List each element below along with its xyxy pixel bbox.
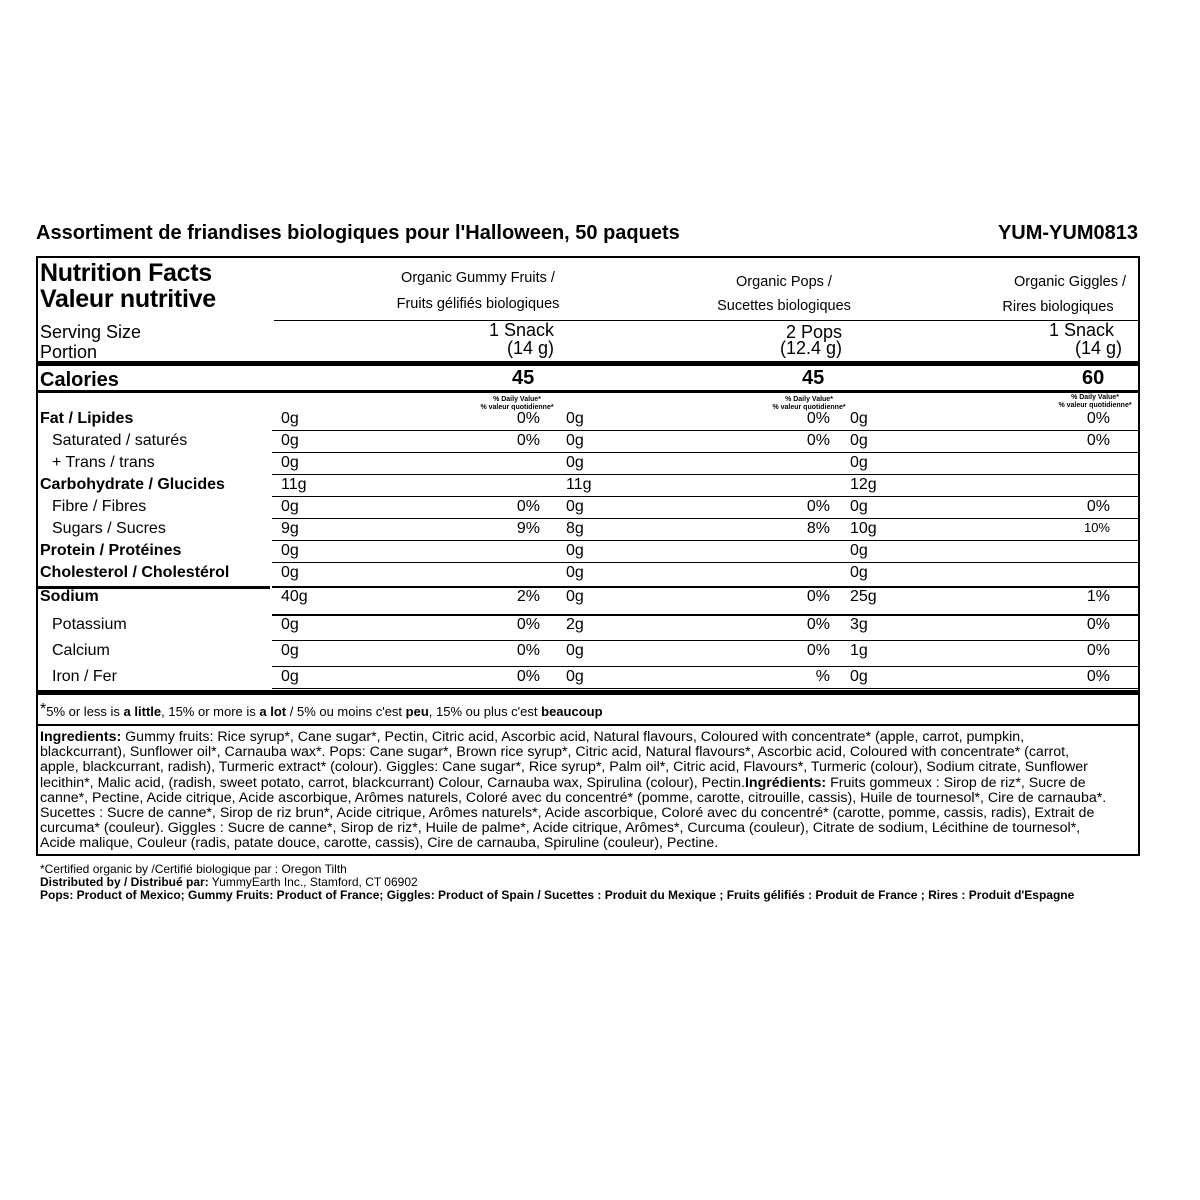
nutrient-daily-value: 0% bbox=[1086, 498, 1110, 515]
nutrient-amount: 0g bbox=[566, 432, 584, 449]
nutrient-label: Fibre / Fibres bbox=[52, 498, 147, 515]
product-3-name-en: Organic Giggles / bbox=[1013, 274, 1127, 290]
nutrient-daily-value: 0% bbox=[516, 668, 540, 685]
nutrient-daily-value: 0% bbox=[806, 432, 830, 449]
nutrient-daily-value: 0% bbox=[516, 642, 540, 659]
nutrient-daily-value: 0% bbox=[1086, 642, 1110, 659]
nutrient-amount: 9g bbox=[281, 520, 299, 537]
nutrient-amount: 0g bbox=[281, 564, 299, 581]
product-3-calories: 60 bbox=[1082, 367, 1105, 389]
nutrient-amount: 0g bbox=[281, 642, 299, 659]
nutrition-facts-title: Nutrition Facts bbox=[40, 259, 212, 287]
product-1-serving-grams: (14 g) bbox=[506, 338, 554, 358]
nutrient-amount: 0g bbox=[281, 668, 299, 685]
nutrient-daily-value: 0% bbox=[806, 498, 830, 515]
nutrient-amount: 0g bbox=[281, 410, 299, 427]
nutrient-daily-value: 9% bbox=[516, 520, 540, 537]
nutrient-daily-value: 0% bbox=[516, 616, 540, 633]
daily-value-header-2: % Daily Value* % valeur quotidienne* bbox=[772, 396, 846, 411]
product-1-calories: 45 bbox=[512, 367, 535, 389]
nutrient-daily-value: 0% bbox=[1086, 616, 1110, 633]
product-1-serving: 1 Snack bbox=[488, 320, 554, 340]
nutrient-amount: 0g bbox=[850, 564, 868, 581]
product-3-serving-grams: (14 g) bbox=[1074, 338, 1122, 358]
product-2-calories: 45 bbox=[802, 367, 825, 389]
nutrient-amount: 3g bbox=[850, 616, 868, 633]
nutrient-daily-value: 0% bbox=[516, 498, 540, 515]
nutrient-daily-value: 0% bbox=[806, 588, 830, 605]
nutrient-amount: 0g bbox=[566, 668, 584, 685]
nutrient-amount: 0g bbox=[850, 498, 868, 515]
nutrient-daily-value: 0% bbox=[806, 642, 830, 659]
nutrient-label: Sodium bbox=[40, 588, 99, 605]
nutrient-amount: 0g bbox=[850, 410, 868, 427]
nutrient-amount: 0g bbox=[566, 454, 584, 471]
valeur-nutritive-title: Valeur nutritive bbox=[40, 285, 216, 313]
daily-value-header-1: % Daily Value* % valeur quotidienne* bbox=[480, 396, 554, 411]
nutrient-daily-value: 0% bbox=[806, 410, 830, 427]
product-title: Assortiment de friandises biologiques pour l'Halloween, 50 paquets bbox=[36, 222, 680, 244]
nutrient-amount: 11g bbox=[566, 476, 592, 493]
nutrient-daily-value: 0% bbox=[516, 410, 540, 427]
nutrient-label: Iron / Fer bbox=[52, 668, 117, 685]
nutrient-daily-value: 0% bbox=[516, 432, 540, 449]
product-3-serving: 1 Snack bbox=[1048, 320, 1114, 340]
nutrient-daily-value: 0% bbox=[1086, 410, 1110, 427]
daily-value-footnote: *5% or less is a little, 15% or more is a lot / 5% ou moins c'est peu, 15% ou plus c'est beaucoup bbox=[40, 701, 603, 719]
nutrient-amount: 0g bbox=[566, 642, 584, 659]
product-3-name-fr: Rires biologiques bbox=[1002, 299, 1114, 315]
ingredients-list: Ingredients: Gummy fruits: Rice syrup*, Cane sugar*, Pectin, Citric acid, Ascorbic acid, Natural flavours, Coloured with concentrate* (apple, carrot, pumpkin, blackcurrant), Sunflower oil*, Carnauba wax*. Pops: Cane sugar*, Brown rice syrup*, Citric acid, Natural flavours*, Ascorbic acid, Coloured with concentrate* (carrot, apple, blackcurrant, radish), Turmeric extract* (colour). Giggles: Cane sugar*, Rice syrup*, Palm oil*, Citric acid, Flavours*, Turmeric (colour), Sodium citrate, Sunflower lecithin*, Malic acid, (radish, sweet potato, carrot, blackcurrant) Colour, Carnauba wax, Spirulina (colour), Pectin.Ingrédients: Fruits gommeux : Sirop de riz*, Sucre de canne*, Pectine, Acide citrique, Acide ascorbique, Arômes naturels, Coloré avec du concentré* (pomme, carotte, citrouille, cassis), Huile de tournesol*, Cire de carnauba*. Sucettes : Sucre de canne*, Sirop de riz brun*, Acide citrique, Arômes naturels*, Acide ascorbique, Coloré avec du concentré* (carotte, pomme, cassis, radis), Extrait de curcuma* (couleur). Giggles : Sucre de canne*, Sirop de riz*, Huile de palme*, Acide citrique, Arômes*, Curcuma (couleur), Citrate de sodium, Lécithine de tournesol*, Acide malique, Couleur (radis, patate douce, carotte, cassis), Cire de carnauba, Spiruline (couleur), Pectine. bbox=[40, 729, 1107, 852]
nutrient-amount: 11g bbox=[281, 476, 307, 493]
product-code: YUM-YUM0813 bbox=[997, 222, 1138, 244]
nutrient-amount: 0g bbox=[566, 410, 584, 427]
nutrient-label: Calcium bbox=[52, 642, 110, 659]
nutrient-amount: 0g bbox=[850, 542, 868, 559]
nutrient-daily-value: 0% bbox=[1086, 432, 1110, 449]
nutrient-amount: 40g bbox=[281, 588, 308, 605]
product-2-name-en: Organic Pops / bbox=[736, 274, 832, 290]
nutrient-label: Protein / Protéines bbox=[40, 542, 182, 559]
nutrient-daily-value: 10% bbox=[1083, 520, 1110, 535]
nutrient-daily-value: 1% bbox=[1086, 588, 1110, 605]
portion-label: Portion bbox=[40, 342, 98, 362]
nutrient-daily-value: 8% bbox=[806, 520, 830, 537]
nutrient-amount: 0g bbox=[850, 454, 868, 471]
nutrient-amount: 0g bbox=[850, 668, 868, 685]
serving-size-label: Serving Size bbox=[40, 322, 142, 342]
nutrient-daily-value: 0% bbox=[1086, 668, 1110, 685]
country-of-origin-note: Pops: Product of Mexico; Gummy Fruits: Product of France; Giggles: Product of Spain / Sucettes : Produit du Mexique ; Fruits gélifiés : Produit de France ; Rires : Produit d'Espagne bbox=[40, 888, 1075, 902]
nutrient-label: + Trans / trans bbox=[52, 454, 155, 471]
nutrient-amount: 1g bbox=[850, 642, 868, 659]
daily-value-header-3: % Daily Value* % valeur quotidienne* bbox=[1058, 394, 1132, 409]
product-1-name-fr: Fruits gélifiés biologiques bbox=[396, 296, 560, 312]
nutrient-daily-value: % bbox=[815, 668, 830, 685]
certified-organic-note: *Certified organic by /Certifié biologique par : Oregon Tilth bbox=[40, 862, 347, 876]
nutrient-label: Carbohydrate / Glucides bbox=[40, 476, 225, 493]
nutrient-label: Fat / Lipides bbox=[40, 410, 134, 427]
nutrient-amount: 0g bbox=[281, 542, 299, 559]
nutrient-amount: 8g bbox=[566, 520, 584, 537]
nutrient-amount: 0g bbox=[566, 498, 584, 515]
calories-label: Calories bbox=[40, 369, 119, 391]
nutrient-amount: 2g bbox=[566, 616, 584, 633]
nutrient-amount: 0g bbox=[850, 432, 868, 449]
nutrient-label: Saturated / saturés bbox=[52, 432, 188, 449]
product-2-serving-grams: (12.4 g) bbox=[779, 338, 842, 358]
nutrient-amount: 0g bbox=[566, 564, 584, 581]
nutrient-daily-value: 2% bbox=[516, 588, 540, 605]
product-2-serving: 2 Pops bbox=[785, 322, 842, 342]
nutrient-amount: 0g bbox=[281, 454, 299, 471]
product-2-name-fr: Sucettes biologiques bbox=[717, 298, 851, 314]
nutrient-amount: 0g bbox=[566, 542, 584, 559]
distributor-note: Distributed by / Distribué par: YummyEarth Inc., Stamford, CT 06902 bbox=[40, 875, 418, 889]
nutrient-label: Sugars / Sucres bbox=[52, 520, 166, 537]
nutrient-amount: 25g bbox=[850, 588, 877, 605]
nutrient-amount: 0g bbox=[281, 498, 299, 515]
nutrient-daily-value: 0% bbox=[806, 616, 830, 633]
nutrient-amount: 0g bbox=[281, 616, 299, 633]
nutrient-label: Cholesterol / Cholestérol bbox=[40, 564, 230, 581]
nutrient-amount: 10g bbox=[850, 520, 877, 537]
nutrient-amount: 0g bbox=[566, 588, 584, 605]
nutrient-amount: 12g bbox=[850, 476, 877, 493]
nutrient-label: Potassium bbox=[52, 616, 127, 633]
nutrient-amount: 0g bbox=[281, 432, 299, 449]
product-1-name-en: Organic Gummy Fruits / bbox=[401, 270, 555, 286]
